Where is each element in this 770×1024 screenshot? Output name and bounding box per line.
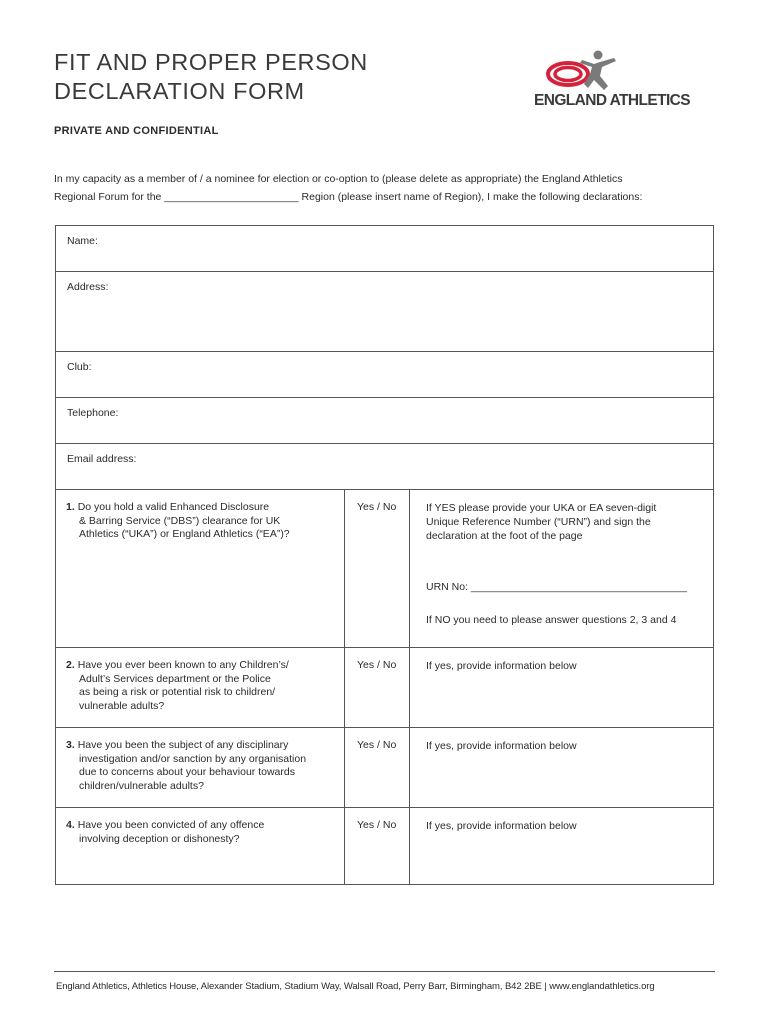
question-3-info-line-1: If yes, provide information below — [426, 740, 577, 752]
name-field-label: Name: — [67, 235, 98, 247]
question-4-yes-no[interactable]: Yes / No — [357, 819, 397, 831]
question-2-line-1: Have you ever been known to any Children’s/ — [77, 659, 289, 671]
club-field-label: Club: — [67, 361, 92, 373]
question-1-row — [56, 490, 713, 648]
question-2-text — [66, 659, 336, 713]
logo-text: ENGLAND ATHLETICS — [534, 92, 690, 109]
footer-divider — [54, 971, 715, 972]
intro-paragraph — [54, 170, 724, 206]
footer-address: England Athletics, Athletics House, Alexander Stadium, Stadium Way, Walsall Road, Perry Barr, Birmingham, B42 2BE | www.englandathletics.org — [56, 981, 655, 992]
question-1-info-line-3: declaration at the foot of the page — [426, 530, 583, 542]
question-4-text — [66, 819, 336, 846]
address-field-label: Address: — [67, 281, 109, 293]
address-field-row[interactable] — [56, 272, 713, 352]
question-3-text — [66, 739, 336, 793]
question-2-info — [426, 659, 711, 673]
question-4-row — [56, 808, 713, 884]
question-1-number: 1. — [66, 501, 75, 513]
question-3-yes-no[interactable]: Yes / No — [357, 739, 397, 751]
question-3-answer-cell[interactable] — [344, 728, 410, 807]
question-1-line-1: Do you hold a valid Enhanced Disclosure — [77, 501, 270, 513]
question-4-info — [426, 819, 711, 833]
question-3-info — [426, 739, 711, 753]
question-2-line-4: vulnerable adults? — [79, 699, 165, 712]
question-3-row — [56, 728, 713, 808]
question-3-line-3: due to concerns about your behaviour towards — [79, 766, 295, 778]
intro-line-1: In my capacity as a member of / a nominee for election or co-option to (please delete as appropriate) the England Athletics — [54, 173, 623, 185]
question-2-row — [56, 648, 713, 728]
confidential-label: PRIVATE AND CONFIDENTIAL — [54, 125, 219, 137]
question-3-line-4: children/vulnerable adults? — [79, 779, 204, 792]
question-1-info-line-1: If YES please provide your UKA or EA seven-digit — [426, 502, 657, 514]
question-2-yes-no[interactable]: Yes / No — [357, 659, 397, 671]
question-2-info-line-1: If yes, provide information below — [426, 660, 577, 672]
question-2-answer-cell[interactable] — [344, 648, 410, 727]
if-no-instruction: If NO you need to please answer questions 2, 3 and 4 — [426, 614, 677, 626]
question-2-number: 2. — [66, 659, 75, 671]
question-1-info-line-2: Unique Reference Number (“URN”) and sign the — [426, 516, 651, 528]
form-title-line-2: DECLARATION FORM — [54, 78, 305, 104]
question-4-number: 4. — [66, 819, 75, 831]
declaration-form-table — [55, 225, 714, 885]
question-3-line-1: Have you been the subject of any disciplinary — [77, 739, 289, 751]
question-4-line-2: involving deception or dishonesty? — [79, 832, 240, 845]
question-1-line-3: Athletics (“UKA”) or England Athletics (“EA”)? — [79, 528, 290, 540]
urn-field[interactable]: URN No: _____________________________________ — [426, 581, 687, 593]
telephone-field-row[interactable] — [56, 398, 713, 444]
question-3-number: 3. — [66, 739, 75, 751]
question-1-info — [426, 501, 711, 543]
question-1-text — [66, 501, 336, 542]
question-4-info-line-1: If yes, provide information below — [426, 820, 577, 832]
question-1-line-2: & Barring Service (“DBS”) clearance for UK — [79, 514, 281, 527]
question-3-line-2: investigation and/or sanction by any organisation — [79, 752, 307, 765]
email-field-label: Email address: — [67, 453, 137, 465]
form-title — [54, 48, 368, 106]
england-athletics-logo — [530, 50, 720, 112]
telephone-field-label: Telephone: — [67, 407, 119, 419]
question-1-answer-cell[interactable] — [344, 490, 410, 647]
name-field-row[interactable] — [56, 226, 713, 272]
club-field-row[interactable] — [56, 352, 713, 398]
intro-line-2[interactable]: Regional Forum for the _______________________ Region (please insert name of Region), I make the following declarations: — [54, 191, 643, 203]
question-4-line-1: Have you been convicted of any offence — [77, 819, 265, 831]
question-2-line-3: as being a risk or potential risk to children/ — [79, 686, 276, 698]
question-2-line-2: Adult’s Services department or the Police — [79, 672, 271, 685]
question-4-answer-cell[interactable] — [344, 808, 410, 884]
athlete-logo-icon — [530, 50, 720, 94]
form-title-line-1: FIT AND PROPER PERSON — [54, 49, 368, 75]
email-field-row[interactable] — [56, 444, 713, 490]
question-1-yes-no[interactable]: Yes / No — [357, 501, 397, 513]
